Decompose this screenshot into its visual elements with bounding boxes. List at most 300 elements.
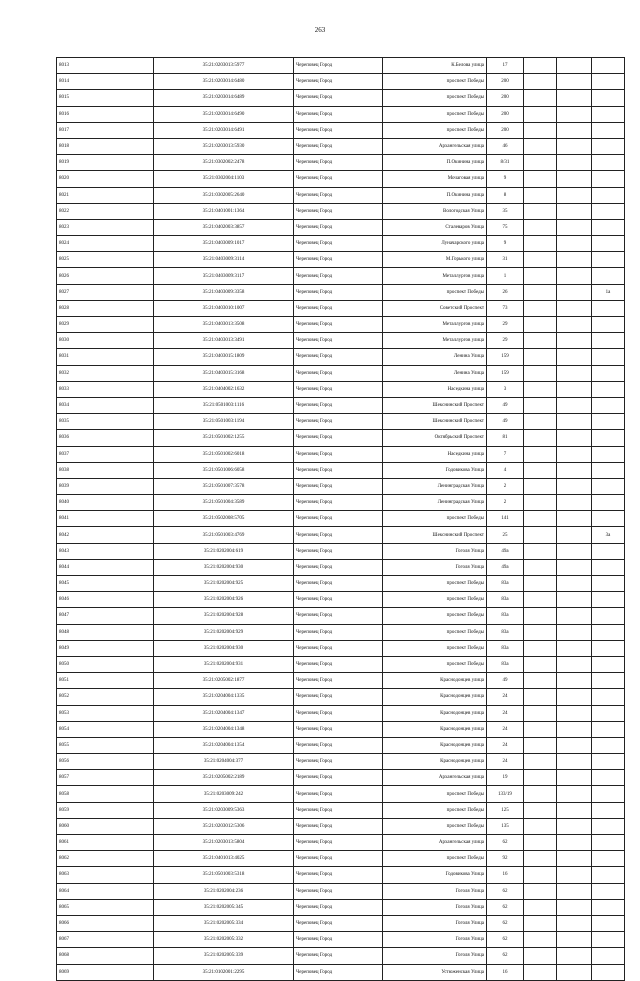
- note-cell: [592, 754, 625, 770]
- row-number-cell: 8032: [57, 365, 154, 381]
- row-number-cell: 8027: [57, 284, 154, 300]
- row-number-cell: 8031: [57, 349, 154, 365]
- empty-cell: [524, 851, 557, 867]
- cadastral-number-cell: 35:21:0204004:1354: [154, 737, 294, 753]
- note-cell: [592, 770, 625, 786]
- note-cell: [592, 964, 625, 980]
- house-number-cell: 135: [487, 818, 524, 834]
- street-cell: Архангельская улица: [383, 835, 487, 851]
- empty-cell: [557, 284, 592, 300]
- street-cell: проспект Победы: [383, 818, 487, 834]
- empty-cell: [557, 106, 592, 122]
- house-number-cell: 133/19: [487, 786, 524, 802]
- note-cell: [592, 559, 625, 575]
- table-row: [57, 559, 625, 575]
- street-cell: П.Окинина улица: [383, 155, 487, 171]
- table-row: [57, 883, 625, 899]
- empty-cell: [524, 268, 557, 284]
- empty-cell: [524, 138, 557, 154]
- empty-cell: [557, 705, 592, 721]
- city-cell: Череповец Город: [294, 835, 383, 851]
- street-cell: проспект Победы: [383, 802, 487, 818]
- note-cell: [592, 835, 625, 851]
- note-cell: [592, 883, 625, 899]
- house-number-cell: 200: [487, 74, 524, 90]
- city-cell: Череповец Город: [294, 964, 383, 980]
- cadastral-number-cell: 35:21:0203013:5804: [154, 835, 294, 851]
- empty-cell: [557, 252, 592, 268]
- city-cell: Череповец Город: [294, 74, 383, 90]
- empty-cell: [557, 171, 592, 187]
- city-cell: Череповец Город: [294, 203, 383, 219]
- registry-table-body: [57, 58, 625, 981]
- row-number-cell: 8048: [57, 624, 154, 640]
- note-cell: [592, 381, 625, 397]
- house-number-cell: 62: [487, 899, 524, 915]
- registry-table: [56, 57, 625, 981]
- empty-cell: [524, 462, 557, 478]
- empty-cell: [524, 300, 557, 316]
- street-cell: Гоголя Улица: [383, 883, 487, 899]
- table-row: [57, 576, 625, 592]
- city-cell: Череповец Город: [294, 543, 383, 559]
- table-row: [57, 397, 625, 413]
- empty-cell: [524, 187, 557, 203]
- table-row: [57, 851, 625, 867]
- note-cell: [592, 219, 625, 235]
- note-cell: [592, 268, 625, 284]
- row-number-cell: 8017: [57, 122, 154, 138]
- city-cell: Череповец Город: [294, 899, 383, 915]
- house-number-cell: 35: [487, 203, 524, 219]
- row-number-cell: 8020: [57, 171, 154, 187]
- note-cell: [592, 737, 625, 753]
- table-row: [57, 171, 625, 187]
- empty-cell: [557, 899, 592, 915]
- empty-cell: [557, 365, 592, 381]
- table-row: [57, 90, 625, 106]
- house-number-cell: 31: [487, 252, 524, 268]
- cadastral-number-cell: 35:21:0202005:339: [154, 948, 294, 964]
- empty-cell: [524, 74, 557, 90]
- empty-cell: [524, 883, 557, 899]
- cadastral-number-cell: 35:21:0203013:5930: [154, 138, 294, 154]
- row-number-cell: 8037: [57, 446, 154, 462]
- house-number-cell: 62: [487, 948, 524, 964]
- table-row: [57, 721, 625, 737]
- empty-cell: [557, 721, 592, 737]
- row-number-cell: 8014: [57, 74, 154, 90]
- empty-cell: [524, 721, 557, 737]
- city-cell: Череповец Город: [294, 236, 383, 252]
- city-cell: Череповец Город: [294, 284, 383, 300]
- empty-cell: [557, 624, 592, 640]
- note-cell: [592, 802, 625, 818]
- note-cell: [592, 74, 625, 90]
- note-cell: [592, 495, 625, 511]
- street-cell: Наседкина улица: [383, 446, 487, 462]
- house-number-cell: 200: [487, 90, 524, 106]
- row-number-cell: 8055: [57, 737, 154, 753]
- table-row: [57, 462, 625, 478]
- empty-cell: [524, 511, 557, 527]
- cadastral-number-cell: 35:21:0501003:4769: [154, 527, 294, 543]
- row-number-cell: 8043: [57, 543, 154, 559]
- cadastral-number-cell: 35:21:0203009:5363: [154, 802, 294, 818]
- empty-cell: [524, 397, 557, 413]
- table-row: [57, 511, 625, 527]
- city-cell: Череповец Город: [294, 397, 383, 413]
- house-number-cell: 83а: [487, 640, 524, 656]
- empty-cell: [557, 155, 592, 171]
- house-number-cell: 26: [487, 284, 524, 300]
- table-row: [57, 495, 625, 511]
- cadastral-number-cell: 35:21:0501003:1116: [154, 397, 294, 413]
- cadastral-number-cell: 35:21:0203009:242: [154, 786, 294, 802]
- street-cell: Архангельская улица: [383, 138, 487, 154]
- house-number-cell: 24: [487, 689, 524, 705]
- row-number-cell: 8065: [57, 899, 154, 915]
- cadastral-number-cell: 35:21:0202005:345: [154, 899, 294, 915]
- empty-cell: [524, 818, 557, 834]
- city-cell: Череповец Город: [294, 268, 383, 284]
- cadastral-number-cell: 35:21:0102001:2295: [154, 964, 294, 980]
- row-number-cell: 8041: [57, 511, 154, 527]
- empty-cell: [524, 252, 557, 268]
- table-row: [57, 349, 625, 365]
- row-number-cell: 8038: [57, 462, 154, 478]
- table-row: [57, 284, 625, 300]
- city-cell: Череповец Город: [294, 527, 383, 543]
- row-number-cell: 8028: [57, 300, 154, 316]
- empty-cell: [524, 770, 557, 786]
- row-number-cell: 8066: [57, 915, 154, 931]
- table-row: [57, 899, 625, 915]
- city-cell: Череповец Город: [294, 802, 383, 818]
- note-cell: [592, 414, 625, 430]
- house-number-cell: 24: [487, 754, 524, 770]
- city-cell: Череповец Город: [294, 333, 383, 349]
- table-row: [57, 236, 625, 252]
- row-number-cell: 8034: [57, 397, 154, 413]
- row-number-cell: 8025: [57, 252, 154, 268]
- note-cell: [592, 511, 625, 527]
- street-cell: Гоголя Улица: [383, 932, 487, 948]
- empty-cell: [524, 381, 557, 397]
- cadastral-number-cell: 35:21:0403010:1007: [154, 300, 294, 316]
- house-number-cell: 16: [487, 964, 524, 980]
- cadastral-number-cell: 35:21:0204004:377: [154, 754, 294, 770]
- city-cell: Череповец Город: [294, 511, 383, 527]
- row-number-cell: 8023: [57, 219, 154, 235]
- cadastral-number-cell: 35:21:0202004:931: [154, 656, 294, 672]
- city-cell: Череповец Город: [294, 252, 383, 268]
- note-cell: [592, 122, 625, 138]
- street-cell: проспект Победы: [383, 624, 487, 640]
- street-cell: Шекснинский Проспект: [383, 397, 487, 413]
- empty-cell: [557, 608, 592, 624]
- empty-cell: [524, 640, 557, 656]
- street-cell: Вологодская Улица: [383, 203, 487, 219]
- row-number-cell: 8051: [57, 673, 154, 689]
- cadastral-number-cell: 35:21:0202004:928: [154, 608, 294, 624]
- row-number-cell: 8063: [57, 867, 154, 883]
- street-cell: Шекснинский Проспект: [383, 414, 487, 430]
- house-number-cell: 83а: [487, 656, 524, 672]
- empty-cell: [557, 835, 592, 851]
- cadastral-number-cell: 35:21:0501002:6018: [154, 446, 294, 462]
- city-cell: Череповец Город: [294, 624, 383, 640]
- cadastral-number-cell: 35:21:0203012:5306: [154, 818, 294, 834]
- note-cell: [592, 58, 625, 74]
- street-cell: Ленина Улица: [383, 349, 487, 365]
- table-row: [57, 74, 625, 90]
- row-number-cell: 8046: [57, 592, 154, 608]
- note-cell: [592, 187, 625, 203]
- house-number-cell: 141: [487, 511, 524, 527]
- street-cell: проспект Победы: [383, 592, 487, 608]
- table-row: [57, 737, 625, 753]
- cadastral-number-cell: 35:21:0302002:2478: [154, 155, 294, 171]
- note-cell: [592, 252, 625, 268]
- row-number-cell: 8015: [57, 90, 154, 106]
- house-number-cell: 83а: [487, 576, 524, 592]
- empty-cell: [557, 203, 592, 219]
- house-number-cell: 200: [487, 106, 524, 122]
- table-row: [57, 252, 625, 268]
- street-cell: проспект Победы: [383, 122, 487, 138]
- row-number-cell: 8052: [57, 689, 154, 705]
- city-cell: Череповец Город: [294, 349, 383, 365]
- street-cell: проспект Победы: [383, 106, 487, 122]
- note-cell: [592, 640, 625, 656]
- table-row: [57, 527, 625, 543]
- table-row: [57, 835, 625, 851]
- cadastral-number-cell: 35:21:0203014:6490: [154, 106, 294, 122]
- street-cell: П.Окинина улица: [383, 187, 487, 203]
- empty-cell: [524, 608, 557, 624]
- cadastral-number-cell: 35:21:0203014:6480: [154, 74, 294, 90]
- table-row: [57, 640, 625, 656]
- row-number-cell: 8049: [57, 640, 154, 656]
- empty-cell: [524, 559, 557, 575]
- empty-cell: [524, 624, 557, 640]
- table-row: [57, 786, 625, 802]
- empty-cell: [557, 187, 592, 203]
- row-number-cell: 8033: [57, 381, 154, 397]
- empty-cell: [557, 527, 592, 543]
- empty-cell: [524, 414, 557, 430]
- row-number-cell: 8042: [57, 527, 154, 543]
- house-number-cell: 2: [487, 478, 524, 494]
- house-number-cell: 92: [487, 851, 524, 867]
- empty-cell: [557, 349, 592, 365]
- empty-cell: [524, 527, 557, 543]
- note-cell: [592, 430, 625, 446]
- house-number-cell: 83а: [487, 592, 524, 608]
- city-cell: Череповец Город: [294, 90, 383, 106]
- cadastral-number-cell: 35:21:0302005:2640: [154, 187, 294, 203]
- table-row: [57, 867, 625, 883]
- street-cell: проспект Победы: [383, 851, 487, 867]
- table-row: [57, 155, 625, 171]
- table-row: [57, 964, 625, 980]
- city-cell: Череповец Город: [294, 656, 383, 672]
- table-row: [57, 317, 625, 333]
- row-number-cell: 8050: [57, 656, 154, 672]
- city-cell: Череповец Город: [294, 673, 383, 689]
- city-cell: Череповец Город: [294, 770, 383, 786]
- city-cell: Череповец Город: [294, 462, 383, 478]
- cadastral-number-cell: 35:21:0202004:930: [154, 559, 294, 575]
- cadastral-number-cell: 35:21:0501002:1255: [154, 430, 294, 446]
- street-cell: Ленинградская Улица: [383, 495, 487, 511]
- page-number: 263: [314, 26, 326, 34]
- street-cell: проспект Победы: [383, 640, 487, 656]
- empty-cell: [524, 964, 557, 980]
- city-cell: Череповец Город: [294, 737, 383, 753]
- city-cell: Череповец Город: [294, 721, 383, 737]
- cadastral-number-cell: 35:21:0203014:6489: [154, 90, 294, 106]
- table-row: [57, 365, 625, 381]
- row-number-cell: 8024: [57, 236, 154, 252]
- house-number-cell: 16: [487, 867, 524, 883]
- empty-cell: [557, 559, 592, 575]
- house-number-cell: 75: [487, 219, 524, 235]
- note-cell: [592, 592, 625, 608]
- street-cell: Гоголя Улица: [383, 915, 487, 931]
- row-number-cell: 8067: [57, 932, 154, 948]
- empty-cell: [524, 236, 557, 252]
- empty-cell: [524, 899, 557, 915]
- empty-cell: [557, 689, 592, 705]
- empty-cell: [524, 478, 557, 494]
- cadastral-number-cell: 35:21:0403009:3114: [154, 252, 294, 268]
- cadastral-number-cell: 35:21:0202004:926: [154, 592, 294, 608]
- empty-cell: [557, 932, 592, 948]
- empty-cell: [557, 138, 592, 154]
- table-row: [57, 656, 625, 672]
- house-number-cell: 49а: [487, 543, 524, 559]
- cadastral-number-cell: 35:21:0403015:3168: [154, 365, 294, 381]
- row-number-cell: 8016: [57, 106, 154, 122]
- house-number-cell: 200: [487, 122, 524, 138]
- empty-cell: [524, 284, 557, 300]
- row-number-cell: 8036: [57, 430, 154, 446]
- table-row: [57, 478, 625, 494]
- empty-cell: [557, 381, 592, 397]
- house-number-cell: 73: [487, 300, 524, 316]
- empty-cell: [557, 576, 592, 592]
- note-cell: [592, 478, 625, 494]
- house-number-cell: 8: [487, 187, 524, 203]
- city-cell: Череповец Город: [294, 883, 383, 899]
- table-row: [57, 689, 625, 705]
- row-number-cell: 8064: [57, 883, 154, 899]
- city-cell: Череповец Город: [294, 365, 383, 381]
- row-number-cell: 8039: [57, 478, 154, 494]
- street-cell: проспект Победы: [383, 786, 487, 802]
- street-cell: Луначарского улица: [383, 236, 487, 252]
- house-number-cell: 81: [487, 430, 524, 446]
- table-row: [57, 122, 625, 138]
- table-row: [57, 754, 625, 770]
- house-number-cell: 29: [487, 333, 524, 349]
- note-cell: [592, 656, 625, 672]
- city-cell: Череповец Город: [294, 155, 383, 171]
- note-cell: [592, 673, 625, 689]
- city-cell: Череповец Город: [294, 122, 383, 138]
- house-number-cell: 62: [487, 915, 524, 931]
- cadastral-number-cell: 35:21:0204004:1335: [154, 689, 294, 705]
- house-number-cell: 9: [487, 171, 524, 187]
- note-cell: [592, 462, 625, 478]
- row-number-cell: 8054: [57, 721, 154, 737]
- note-cell: [592, 106, 625, 122]
- table-row: [57, 446, 625, 462]
- table-row: [57, 770, 625, 786]
- city-cell: Череповец Город: [294, 948, 383, 964]
- city-cell: Череповец Город: [294, 851, 383, 867]
- city-cell: Череповец Город: [294, 495, 383, 511]
- empty-cell: [557, 236, 592, 252]
- empty-cell: [557, 754, 592, 770]
- house-number-cell: 62: [487, 835, 524, 851]
- note-cell: [592, 624, 625, 640]
- empty-cell: [557, 948, 592, 964]
- city-cell: Череповец Город: [294, 138, 383, 154]
- cadastral-number-cell: 35:21:0202004:929: [154, 624, 294, 640]
- row-number-cell: 8062: [57, 851, 154, 867]
- empty-cell: [524, 58, 557, 74]
- row-number-cell: 8056: [57, 754, 154, 770]
- empty-cell: [557, 446, 592, 462]
- table-row: [57, 414, 625, 430]
- empty-cell: [557, 74, 592, 90]
- cadastral-number-cell: 35:21:0401013:4025: [154, 851, 294, 867]
- house-number-cell: 17: [487, 58, 524, 74]
- street-cell: М.Горького улица: [383, 252, 487, 268]
- city-cell: Череповец Город: [294, 219, 383, 235]
- row-number-cell: 8060: [57, 818, 154, 834]
- city-cell: Череповец Город: [294, 446, 383, 462]
- empty-cell: [524, 915, 557, 931]
- street-cell: Металлургов улица: [383, 268, 487, 284]
- street-cell: проспект Победы: [383, 576, 487, 592]
- street-cell: Ленина Улица: [383, 365, 487, 381]
- street-cell: Гоголя Улица: [383, 899, 487, 915]
- city-cell: Череповец Город: [294, 106, 383, 122]
- city-cell: Череповец Город: [294, 608, 383, 624]
- table-row: [57, 268, 625, 284]
- row-number-cell: 8069: [57, 964, 154, 980]
- house-number-cell: 24: [487, 705, 524, 721]
- cadastral-number-cell: 35:21:0202005:332: [154, 932, 294, 948]
- city-cell: Череповец Город: [294, 576, 383, 592]
- city-cell: Череповец Город: [294, 478, 383, 494]
- table-row: [57, 948, 625, 964]
- empty-cell: [557, 915, 592, 931]
- cadastral-number-cell: 35:21:0202004:236: [154, 883, 294, 899]
- city-cell: Череповец Город: [294, 300, 383, 316]
- table-row: [57, 430, 625, 446]
- cadastral-number-cell: 35:21:0403009:3358: [154, 284, 294, 300]
- city-cell: Череповец Город: [294, 58, 383, 74]
- table-row: [57, 187, 625, 203]
- empty-cell: [524, 203, 557, 219]
- street-cell: проспект Победы: [383, 656, 487, 672]
- cadastral-number-cell: 35:21:0501006:6058: [154, 462, 294, 478]
